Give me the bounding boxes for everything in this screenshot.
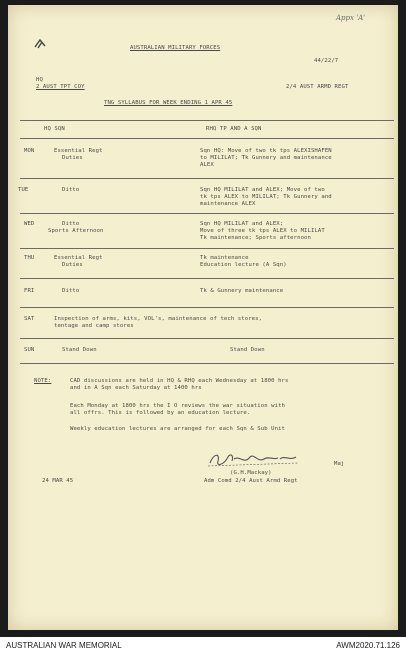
wed-hq-line1: Ditto: [62, 221, 80, 227]
to-unit: 2/4 AUST ARMD REGT: [286, 84, 349, 90]
day-sun: SUN: [24, 347, 35, 353]
note-line-2: and in A Sqn each Saturday at 1400 hrs: [70, 385, 202, 391]
mon-hq-line2: Duties: [62, 155, 83, 161]
from-hq: HQ: [36, 77, 43, 83]
tue-sqn-line1: Sqn HQ MILILAT and ALEX; Move of two: [200, 187, 325, 193]
sun-sqn-line1: Stand Down: [230, 347, 265, 353]
day-fri: FRI: [24, 288, 35, 294]
wed-hq-line2: Sports Afternoon: [48, 228, 104, 234]
table-rule-fri: [20, 307, 394, 308]
handwritten-signature: [204, 451, 300, 469]
wed-sqn-line1: Sqn HQ MILILAT and ALEX;: [200, 221, 284, 227]
thu-hq-line1: Essential Regt: [54, 255, 103, 261]
signature-rank: Maj: [334, 461, 345, 467]
mon-sqn-line1: Sqn HQ: Move of two tk tps ALEXISHAFEN: [200, 148, 332, 154]
column-header-hq-sqn: HQ SQN: [44, 126, 65, 132]
mon-hq-line1: Essential Regt: [54, 148, 103, 154]
notes-label: NOTE:: [34, 378, 52, 384]
day-sat: SAT: [24, 316, 35, 322]
day-wed: WED: [24, 221, 35, 227]
table-rule-sat: [20, 338, 394, 339]
sun-hq-line1: Stand Down: [62, 347, 97, 353]
day-mon: MON: [24, 148, 35, 154]
tue-sqn-line3: maintenance ALEX: [200, 201, 256, 207]
mon-sqn-line2: to MILILAT; Tk Gunnery and maintenance: [200, 155, 332, 161]
thu-sqn-line1: Tk maintenance: [200, 255, 249, 261]
table-rule-tue: [20, 213, 394, 214]
wed-sqn-line3: Tk maintenance; Sports afternoon: [200, 235, 311, 241]
sat-line2: tentage and camp stores: [54, 323, 134, 329]
thu-hq-line2: Duties: [62, 262, 83, 268]
footer-accession-number: AWM2020.71.126: [336, 641, 400, 650]
table-rule-top: [20, 120, 394, 121]
sat-line1: Inspection of arms, kits, VOL's, maintenance of tech stores,: [54, 316, 263, 322]
table-rule-bottom: [20, 363, 394, 364]
reference-number: 44/22/7: [314, 58, 339, 64]
fri-hq-line1: Ditto: [62, 288, 80, 294]
table-rule-thu: [20, 278, 394, 279]
signature-title: Adm Comd 2/4 Aust Armd Regt: [204, 478, 298, 484]
document-heading: AUSTRALIAN MILITARY FORCES: [130, 45, 221, 51]
table-rule-header: [20, 138, 394, 139]
day-thu: THU: [24, 255, 35, 261]
note-line-4: all offrs. This is followed by an education lecture.: [70, 410, 251, 416]
syllabus-title: TNG SYLLABUS FOR WEEK ENDING 1 APR 45: [104, 100, 233, 106]
document-page: [8, 5, 398, 630]
wed-sqn-line2: Move of three tk tps ALEX to MILILAT: [200, 228, 325, 234]
mon-sqn-line3: ALEX: [200, 162, 214, 168]
footer-institution: AUSTRALIAN WAR MEMORIAL: [6, 641, 122, 650]
day-tue: TUE: [18, 187, 29, 193]
fri-sqn-line1: Tk & Gunnery maintenance: [200, 288, 284, 294]
paper-clip-mark: [34, 39, 46, 49]
note-line-3: Each Monday at 1800 hrs the I O reviews the war situation with: [70, 403, 285, 409]
archive-footer: [0, 637, 406, 653]
signature-name: (G.H.Mackay): [230, 470, 272, 476]
appendix-annotation: Appx 'A': [336, 14, 366, 22]
note-line-5: Weekly education lectures are arranged for each Sqn & Sub Unit: [70, 426, 285, 432]
tue-hq-line1: Ditto: [62, 187, 80, 193]
tue-sqn-line2: tk tps ALEX to MILILAT; Tk Gunnery and: [200, 194, 332, 200]
column-header-rhq-a-sqn: RHQ TP AND A SQN: [206, 126, 262, 132]
document-date: 24 MAR 45: [42, 478, 74, 484]
table-rule-mon: [20, 178, 394, 179]
table-rule-wed: [20, 248, 394, 249]
note-line-1: CAD discussions are held in HQ & RHQ each Wednesday at 1800 hrs: [70, 378, 289, 384]
from-unit: 2 AUST TPT COY: [36, 84, 85, 90]
thu-sqn-line2: Education lecture (A Sqn): [200, 262, 287, 268]
